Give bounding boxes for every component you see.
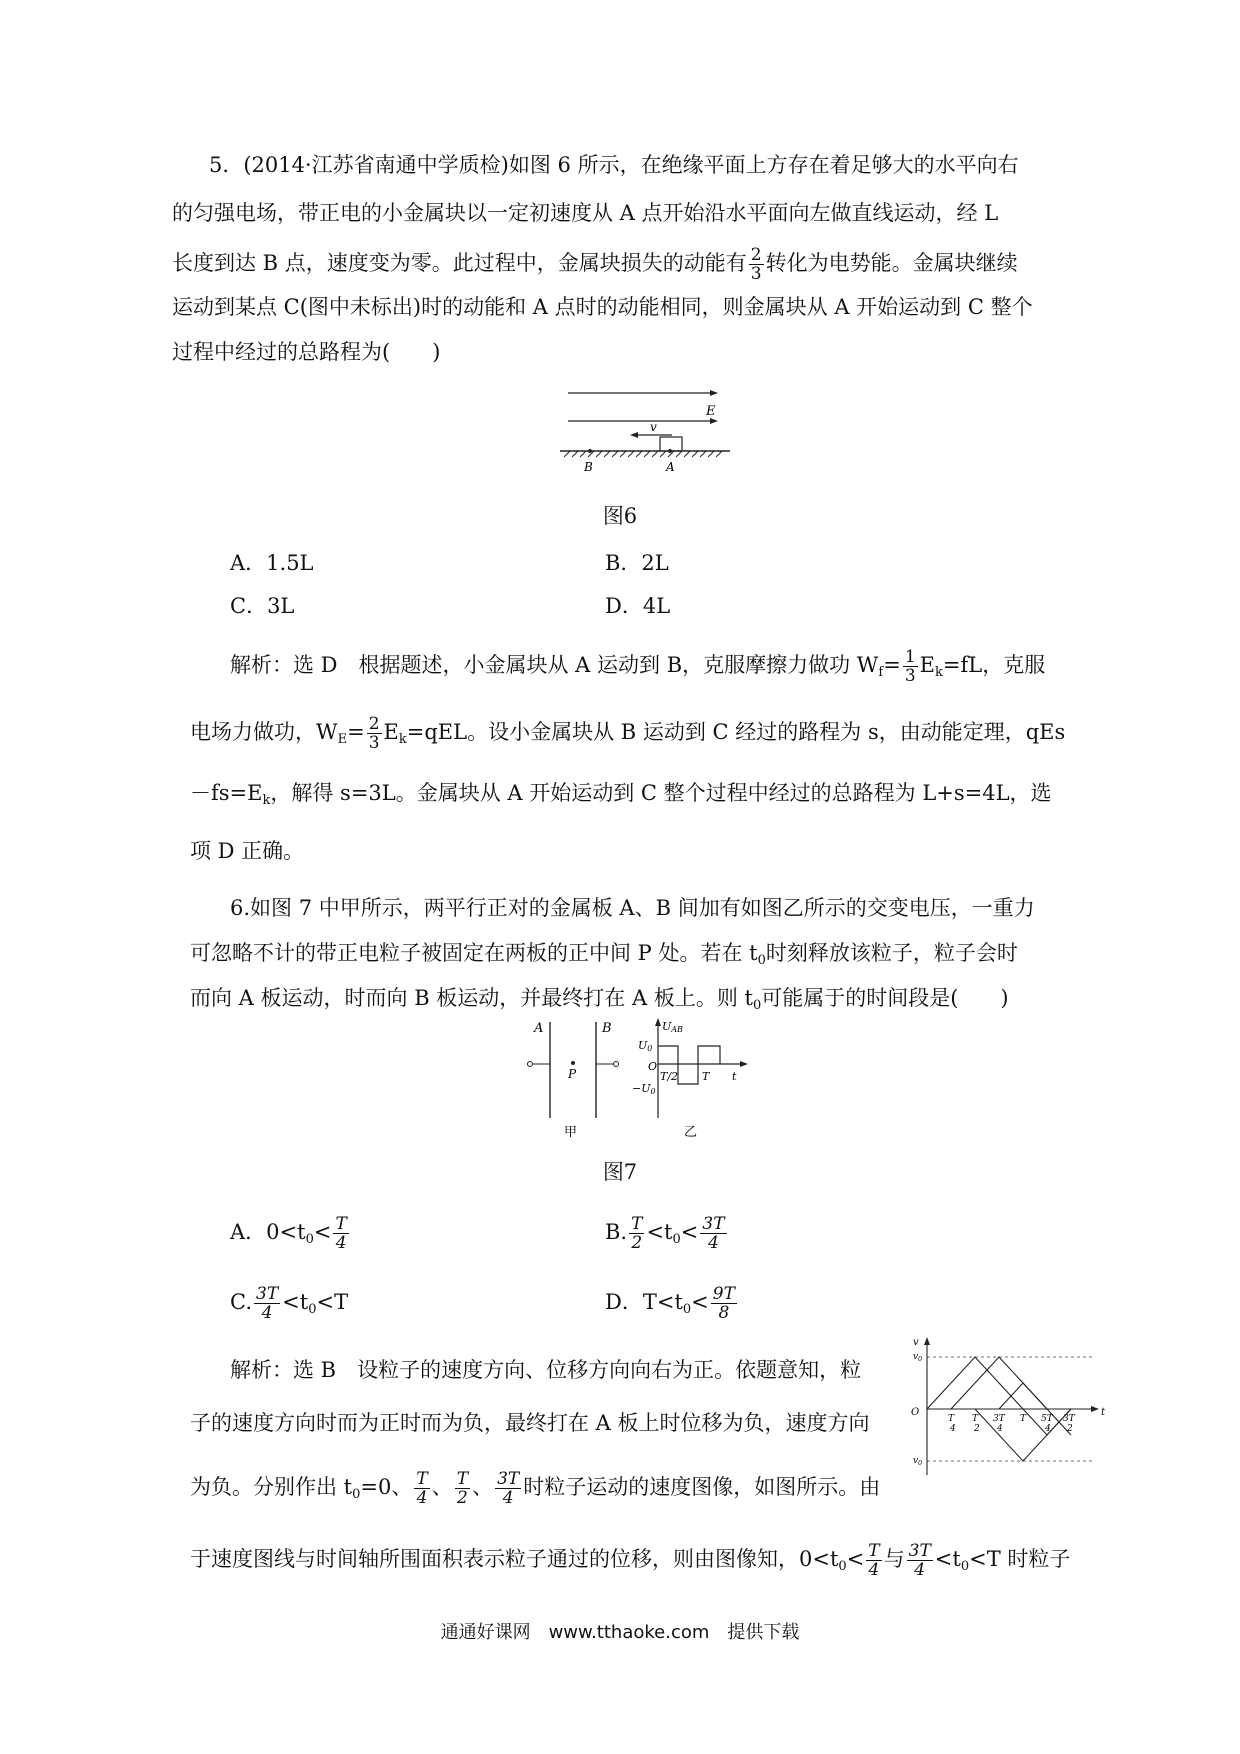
metal-block: [660, 437, 682, 451]
label-O: O: [911, 1407, 920, 1418]
q6-analysis-line-3: 为负。分别作出 $t_0=0$、 $\frac{T}{4}$ 、 $\frac{T}{2}$ 、 $\frac{3T}{4}$ 时粒子运动的速度图像，如图所示。由: [190, 1469, 881, 1508]
q5-line-3: [172, 246, 1018, 283]
tick-5-d: 4: [1045, 1424, 1051, 1434]
q6-analysis-line-1: 解析：选 B 设粒子的速度方向、位移方向向右为正。依题意知，粒: [230, 1358, 862, 1382]
tick-4-d: T: [1020, 1414, 1027, 1424]
tick-6-n: 3T: [1063, 1414, 1075, 1424]
label-neg-v0: $v_0$: [913, 1456, 922, 1467]
point-A-dot: [668, 449, 672, 453]
terminal-B: [614, 1062, 619, 1067]
label-v0: $v_0$: [913, 1352, 922, 1363]
q5-analysis-line-1: 解析：选 D 根据题述，小金属块从 A 运动到 B，克服摩擦力做功 $W_f=$ $\frac{1}{3}$ $E_k=fL$，克服: [230, 647, 1046, 686]
tick-3-d: 4: [997, 1424, 1003, 1434]
q6-analysis-line-2: 子的速度方向时而为正时而为负，最终打在 A 板上时位移为负，速度方向: [190, 1411, 870, 1435]
figure-7: [520, 1018, 780, 1138]
figure-6-caption: 图6: [602, 504, 638, 528]
terminal-A: [528, 1062, 533, 1067]
q5-option-b: B．2L: [605, 551, 669, 575]
label-B: B: [584, 460, 593, 474]
label-U0: U0: [638, 1039, 653, 1053]
ground-hatch: [564, 451, 722, 457]
point-B-dot: [588, 449, 592, 453]
tick-3-n: 3T: [993, 1414, 1005, 1424]
q5-fraction: $\frac{2}{3}$: [750, 245, 762, 284]
label-v: v: [913, 1337, 919, 1348]
label-t: t: [1101, 1407, 1106, 1418]
footer: 通通好课网 www.tthaoke.com 提供下载: [440, 1622, 800, 1643]
label-v: v: [650, 420, 657, 434]
figure-6: [560, 385, 730, 485]
q5-line-3-b: 转化为电势能。金属块继续: [765, 251, 1018, 275]
q6-line-1: 6.如图 7 中甲所示，两平行正对的金属板 A、B 间加有如图乙所示的交变电压，一重力: [230, 896, 1035, 920]
q6-analysis-line-4: 于速度图线与时间轴所围面积表示粒子通过的位移，则由图像知，$0<t_0<$ $\frac{T}{4}$ 与 $\frac{3T}{4}$ $<t_0<T$ 时粒子: [190, 1541, 1071, 1580]
label-A: A: [666, 460, 675, 474]
t-axis-arrow: [740, 1061, 748, 1067]
label-T: T: [702, 1070, 710, 1083]
q5-line-5: 过程中经过的总路程为( ): [172, 340, 441, 364]
label-jia: 甲: [564, 1125, 578, 1138]
q5-line-4: 运动到某点 C(图中未标出)时的动能和 A 点时的动能相同，则金属块从 A 开始运动到 C 整个: [172, 295, 1033, 319]
label-yi: 乙: [684, 1125, 698, 1138]
v-axis-arrow: [924, 1337, 930, 1345]
tick-2-n: T: [972, 1414, 979, 1424]
field-arrow-1: [710, 390, 718, 396]
label-P: P: [568, 1067, 577, 1081]
tick-1-n: T: [948, 1414, 955, 1424]
q6-option-c: C. $\frac{3T}{4}$ $<t_0<T$: [230, 1284, 349, 1323]
velocity-graph: [905, 1335, 1115, 1485]
q5-line-2: 的匀强电场，带正电的小金属块以一定初速度从 A 点开始沿水平面向左做直线运动，经 L: [172, 201, 999, 225]
plate-B-label: B: [602, 1021, 612, 1036]
q6-option-b: B. $\frac{T}{2}$ $<t_0<$ $\frac{3T}{4}$: [605, 1214, 725, 1253]
vt-axis-arrow: [1091, 1406, 1099, 1412]
q6-option-a: A．$0<t_0<$ $\frac{T}{4}$: [230, 1214, 347, 1253]
q5-option-c: C．3L: [230, 594, 295, 618]
u-axis-arrow: [655, 1018, 661, 1026]
q5-analysis-line-3: $-fs=E_k$，解得 s=3L。金属块从 A 开始运动到 C 整个过程中经过的总路程为 L+s=4L，选: [190, 781, 1052, 808]
q5-line-3-a: 长度到达 B 点，速度变为零。此过程中，金属块损失的动能有: [172, 251, 747, 275]
tick-5-n: 5T: [1041, 1414, 1053, 1424]
figure-7-caption: 图7: [602, 1160, 638, 1184]
label-O: O: [648, 1060, 658, 1073]
q6-option-d: D．$T<t_0<$ $\frac{9T}{8}$: [605, 1284, 735, 1323]
label-E: E: [706, 404, 716, 419]
tick-2-d: 2: [974, 1424, 980, 1434]
label-t: t: [732, 1070, 737, 1083]
tick-1-d: 4: [950, 1424, 956, 1434]
q5-line-1: 5．(2014·江苏省南通中学质检)如图 6 所示，在绝缘平面上方存在着足够大的水平向右: [209, 153, 1019, 177]
q6-line-2: 可忽略不计的带正电粒子被固定在两板的正中间 P 处。若在 $t_0$时刻释放该粒子，粒子会时: [190, 941, 1018, 968]
q5-analysis-line-2: 电场力做功，$W_E=$ $\frac{2}{3}$ $E_k=qEL$。设小金属块从 B 运动到 C 经过的路程为 s，由动能定理，qEs: [190, 714, 1066, 753]
particle-P: [571, 1061, 575, 1065]
q5-option-d: D．4L: [605, 594, 671, 618]
label-minus-U0: −U0: [632, 1082, 656, 1096]
label-T2: T/2: [660, 1070, 679, 1083]
plate-A-label: A: [534, 1021, 544, 1036]
velocity-arrowhead: [630, 432, 638, 438]
q6-line-3: 而向 A 板运动，时而向 B 板运动，并最终打在 A 板上。则 $t_0$可能属于的时间段是( ): [190, 986, 1009, 1013]
q5-option-a: A．1.5L: [230, 551, 314, 575]
tick-6-d: 2: [1067, 1424, 1073, 1434]
q5-analysis-line-4: 项 D 正确。: [190, 839, 305, 863]
label-UAB: UAB: [662, 1020, 683, 1034]
